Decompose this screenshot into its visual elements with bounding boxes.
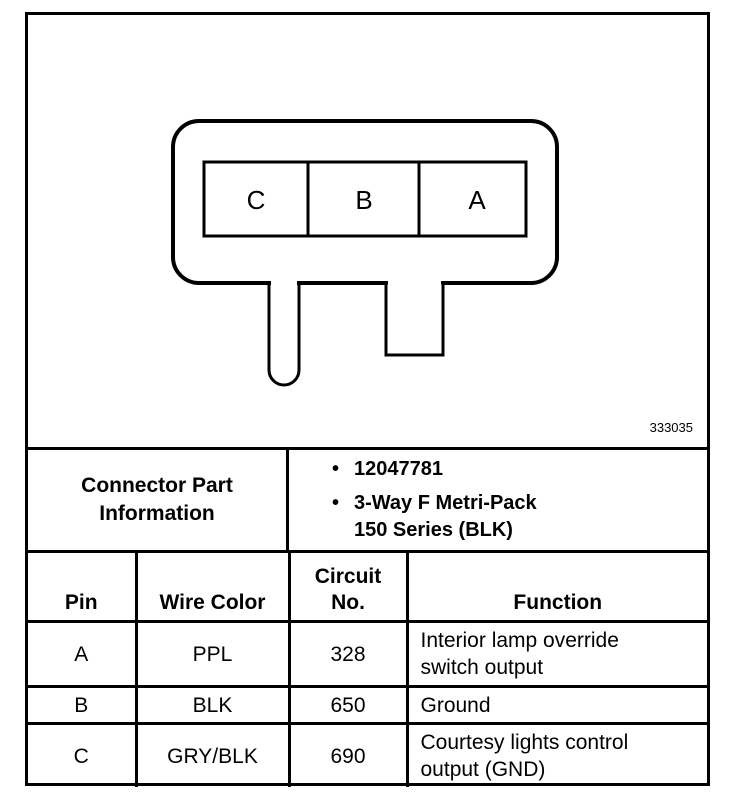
table-row (28, 724, 707, 788)
function-line1: Ground (420, 693, 491, 717)
latch-tab (269, 285, 299, 385)
cell-function (407, 724, 707, 788)
cell-wire-color: GRY/BLK (136, 724, 289, 788)
cell-pin: A (28, 622, 136, 687)
connector-part-info (28, 450, 707, 553)
cell-wire-color: PPL (136, 622, 289, 687)
bullet: • (332, 492, 340, 514)
cell-pin: C (28, 724, 136, 788)
table-row (28, 687, 707, 724)
connector-diagram (28, 15, 707, 450)
cell-wire-color: BLK (136, 687, 289, 724)
connector-type-line1: 3-Way F Metri-Pack (354, 492, 537, 514)
function-line2: output (GND) (420, 758, 546, 781)
cell-pin: B (28, 687, 136, 724)
header-circuit-no (289, 553, 407, 622)
cell-circuit: 328 (289, 622, 407, 687)
figure-number: 333035 (649, 420, 693, 435)
header-circuit-line2: No. (331, 591, 365, 614)
pin-label-b: B (355, 185, 373, 215)
pin-table (28, 553, 707, 787)
info-label (28, 450, 289, 550)
part-number: 12047781 (354, 458, 443, 480)
bullet: • (332, 458, 340, 480)
cell-circuit: 690 (289, 724, 407, 788)
table-row (28, 622, 707, 687)
info-item-connector-type (328, 490, 698, 544)
function-line1: Interior lamp override (420, 629, 619, 652)
pin-label-c: C (246, 185, 266, 215)
table-header-row (28, 553, 707, 622)
info-label-line2: Information (99, 502, 215, 525)
info-list (328, 456, 698, 544)
function-line2: switch output (420, 656, 544, 679)
info-label-line1: Connector Part (81, 474, 233, 497)
header-pin: Pin (28, 553, 136, 622)
cell-function (407, 622, 707, 687)
cell-function (407, 687, 707, 724)
header-wire-color: Wire Color (136, 553, 289, 622)
function-line1: Courtesy lights control (420, 731, 629, 754)
connector-chart (25, 12, 710, 786)
header-circuit-line1: Circuit (314, 565, 382, 588)
connector-type-line2: 150 Series (BLK) (354, 519, 513, 541)
pin-label-a: A (468, 185, 486, 215)
lock-tab (386, 283, 443, 355)
info-item-part-number (328, 456, 698, 483)
header-function: Function (407, 553, 707, 622)
cell-circuit: 650 (289, 687, 407, 724)
connector-drawing (28, 15, 707, 447)
